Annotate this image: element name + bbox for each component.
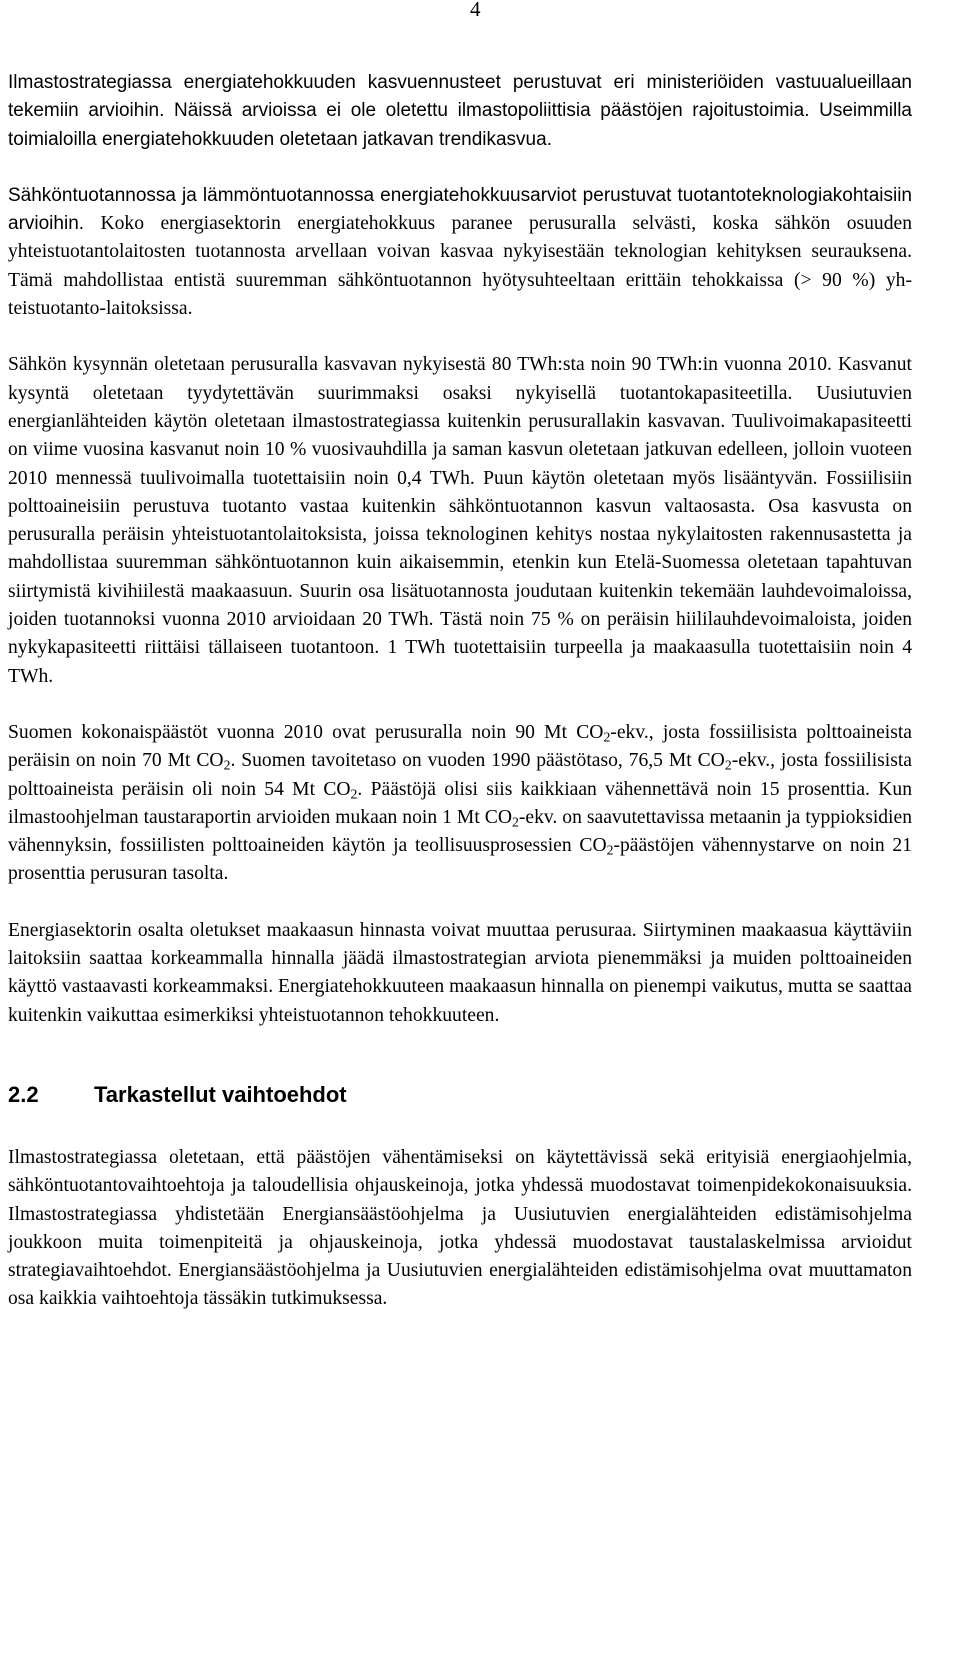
page-number: 4 (470, 0, 481, 21)
co2-subscript: 2 (512, 814, 519, 830)
section-title: Tarkastellut vaihtoehdot (94, 1081, 347, 1107)
document-body (8, 69, 912, 1342)
co2-subscript: 2 (724, 757, 732, 773)
paragraph-electricity-demand: Sähkön kysynnän oletetaan perusuralla kasvavan nykyisestä 80 TWh:sta noin 90 TWh:in vuonna 2010. Kasvanut kysyntä oletetaan tyydytettävän suurimmaksi osaksi nykyisellä tuotantokapasiteetilla. Uusiutuvien energianlähteiden käytön oletetaan ilmastostrategiassa kuitenkin perusurallakin kasvavan. Tuulivoimakapasiteetti on viime vuosina kasvanut noin 10 % vuosivauhdilla ja saman kasvun oletetaan jatkuvan edelleen, jolloin vuoteen 2010 mennessä tuulivoimalla tuotettaisiin noin 0,4 TWh. Puun käytön oletetaan myös lisääntyvän. Fossiilisiin polttoaineisiin perustuva tuotanto vastaa kuitenkin sähköntuotannon kasvun valtaosasta. Osa kasvusta on perusuralla peräisin yhteistuotantolaitoksista, joissa teknologinen kehitys nostaa nykylaitosten rakennusastetta ja mahdollistaa suuremman sähköntuotannon kuin aikaisemmin, etenkin kun Etelä-Suomessa oletetaan tapahtuvan siirtymistä kivihiilestä maakaasuun. Suurin osa lisätuotannosta joudutaan kuitenkin tekemään lauhdevoimaloissa, joiden tuotannoksi vuonna 2010 arvioidaan 20 TWh. Tästä noin 75 % on peräisin hiililauhdevoimaloista, joiden nykykapasiteetti riittäisi tällaiseen tuotantoon. 1 TWh tuotettaisiin turpeella ja maakaasulla tuotettaisiin noin 4 TWh. (8, 354, 912, 687)
paragraph-alternatives: Ilmastostrategiassa oletetaan, että päästöjen vähentämiseksi on käytettävissä sekä erityisiä energiaohjelmia, sähköntuotantovaihtoehtoja ja taloudellisia ohjauskeinoja, jotka yhdessä muodostavat toimenpidekokonaisuuksia. Ilmastostrategiassa yhdistetään Energiansäästöohjelma ja Uusiutuvien energialähteiden edistämisohjelma joukkoon muita toimenpiteitä ja ohjauskeinoja, jotka yhdessä muodostavat taustalaskelmissa arvioidut strategiavaihtoehdot. Energiansäästöohjelma ja Uusiutuvien energialähteiden edistämisohjelma ovat muuttamaton osa kaikkia vaihtoehtoja tässäkin tutkimuksessa. (8, 1146, 912, 1310)
emissions-text-3: . Suomen tavoitetaso on vuoden 1990 päästötaso, 76,5 Mt CO (230, 750, 725, 772)
emissions-text-2: -ekv., josta fossiilisista polttoaineista peräisin on noin 70 Mt CO (8, 721, 912, 772)
paragraph-production-efficiency-intro: Sähköntuotannossa ja lämmöntuotannossa energiatehokkuusarviot perustuvat tuotantoteknologiakohtaisiin arvioihin. (8, 184, 912, 235)
section-number: 2.2 (8, 1081, 39, 1107)
co2-subscript: 2 (350, 785, 358, 801)
co2-subscript: 2 (223, 757, 231, 773)
emissions-text-4: -ekv., josta fossiilisista polttoaineista peräisin oli noin 54 Mt CO (8, 750, 912, 800)
co2-subscript: 2 (606, 842, 614, 858)
emissions-text-7: -päästöjen vähennystarve on noin 21 prosenttia perusuran tasolta. (8, 835, 912, 885)
paragraph-energy-efficiency: Ilmastostrategiassa energiatehokkuuden kasvuennusteet perustuvat eri ministeriöiden vastuualueillaan tekemiin arvioihin. Näissä arvioissa ei ole oletettu ilmastopoliittisia päästöjen rajoitustoimia. Useimmilla toimialoilla energiatehokkuuden oletetaan jatkavan trendikasvua. (8, 72, 912, 150)
paragraph-production-efficiency (8, 182, 912, 323)
section-heading (8, 1080, 912, 1110)
paragraph-production-efficiency-body: Koko energiasektorin energiatehokkuus paranee perusuralla selvästi, koska sähkön osuuden yhteistuotantolaitosten tuotannosta arvellaan voivan kasvaa nykyisestään teknologian kehityksen seurauksena. Tämä mahdollistaa entistä suuremman sähköntuotannon hyötysuhteeltaan erittäin tehokkaissa (> 90 %) yhteistuotanto-laitoksissa. (8, 213, 912, 320)
emissions-text-5: . Päästöjä olisi siis kaikkiaan vähennettävä noin 15 prosenttia. Kun ilmastoohjelman taustaraportin arvioiden mukaan noin 1 Mt CO (8, 778, 912, 828)
emissions-text-6: -ekv. on saavutettavissa metaanin ja typpioksidien vähennyksin, fossiilisten polttoaineiden käytön ja teollisuusprosessien CO (8, 806, 912, 857)
paragraph-gas-price: Energiasektorin osalta oletukset maakaasun hinnasta voivat muuttaa perusuraa. Siirtyminen maakaasua käyttäviin laitoksiin saattaa korkeammalla hinnalla jäädä ilmastostrategian arviota pienemmäksi ja muiden polttoaineiden käyttö vastaavasti korkeammaksi. Energiatehokkuuteen maakaasun hinnalla on pienempi vaikutus, mutta se saattaa kuitenkin vaikuttaa esimerkiksi yhteistuotannon tehokkuuteen. (8, 919, 912, 1026)
paragraph-emissions (8, 719, 912, 889)
emissions-text-1: Suomen kokonaispäästöt vuonna 2010 ovat perusuralla noin 90 Mt CO (8, 721, 604, 743)
co2-subscript: 2 (603, 729, 611, 745)
